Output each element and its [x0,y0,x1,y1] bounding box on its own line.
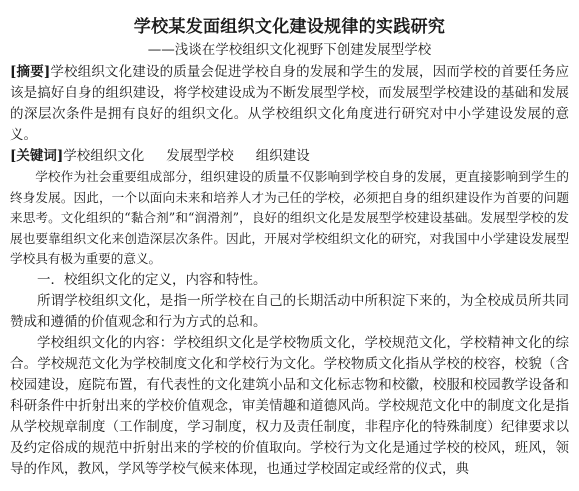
keyword-item: 学校组织文化 [63,148,145,164]
keywords-line [10,146,569,167]
abstract-text: 学校组织文化建设的质量会促进学校自身的发展和学生的发展，因而学校的首要任务应该是搞好自身的组织建设，将学校建设成为不断发展型学校，而发展型学校建设的基础和发展的深层次条件是拥有良好的组织文化。从学校组织文化角度进行研究对中小学建设发展的意义。 [10,64,569,143]
section-heading: 一．校组织文化的定义，内容和特性。 [37,271,267,288]
document-subtitle: ——浅谈在学校组织文化视野下创建发展型学校 [147,42,432,58]
keywords-label: [关键词] [10,148,64,164]
body-paragraph: 学校作为社会重要组成部分，组织建设的质量不仅影响到学校自身的发展，更直接影响到学生的终身发展。因此，一个以面向未来和培养人才为己任的学校，必须把自身的组织建设作为首要的问题来思考。文化组织的“黏合剂”和“润滑剂”，良好的组织文化是发展型学校建设基础。发展型学校的发展也要靠组织文化来创造深层次条件。因此，开展对学校组织文化的研究，对我国中小学建设发展型学校具有极为重要的意义。 [10,169,569,267]
keyword-item: 发展型学校 [166,148,234,164]
keyword-item: 组织建设 [255,148,310,164]
body-paragraph: 学校组织文化的内容：学校组织文化是学校物质文化，学校规范文化，学校精神文化的综合。学校规范文化为学校制度文化和学校行为文化。学校物质文化指从学校的校容，校貌（含校园建设，庭院布置，有代表性的文化建筑小品和文化标志物和校徽，校服和校园教学设备和科研条件中折射出来的学校价值观念，审美情趣和道德风尚。学校规范文化中的制度文化是指从学校规章制度（工作制度，学习制度，权力及责任制度，非程序化的特殊制度）纪律要求以及约定俗成的规范中折射出来的学校的价值取向。学校行为文化是通过学校的校风，班风，领导的作风，教风，学风等学校气候来体现，也通过学校固定或经常的仪式，典 [10,334,569,477]
document-title: 学校某发面组织文化建设规律的实践研究 [133,17,446,37]
abstract-label: [摘要] [10,64,51,80]
abstract-paragraph [10,62,569,146]
body-paragraph: 所谓学校组织文化，是指一所学校在自己的长期活动中所积淀下来的，为全校成员所共同赞成和遵循的价值观念和行为方式的总和。 [10,292,569,330]
